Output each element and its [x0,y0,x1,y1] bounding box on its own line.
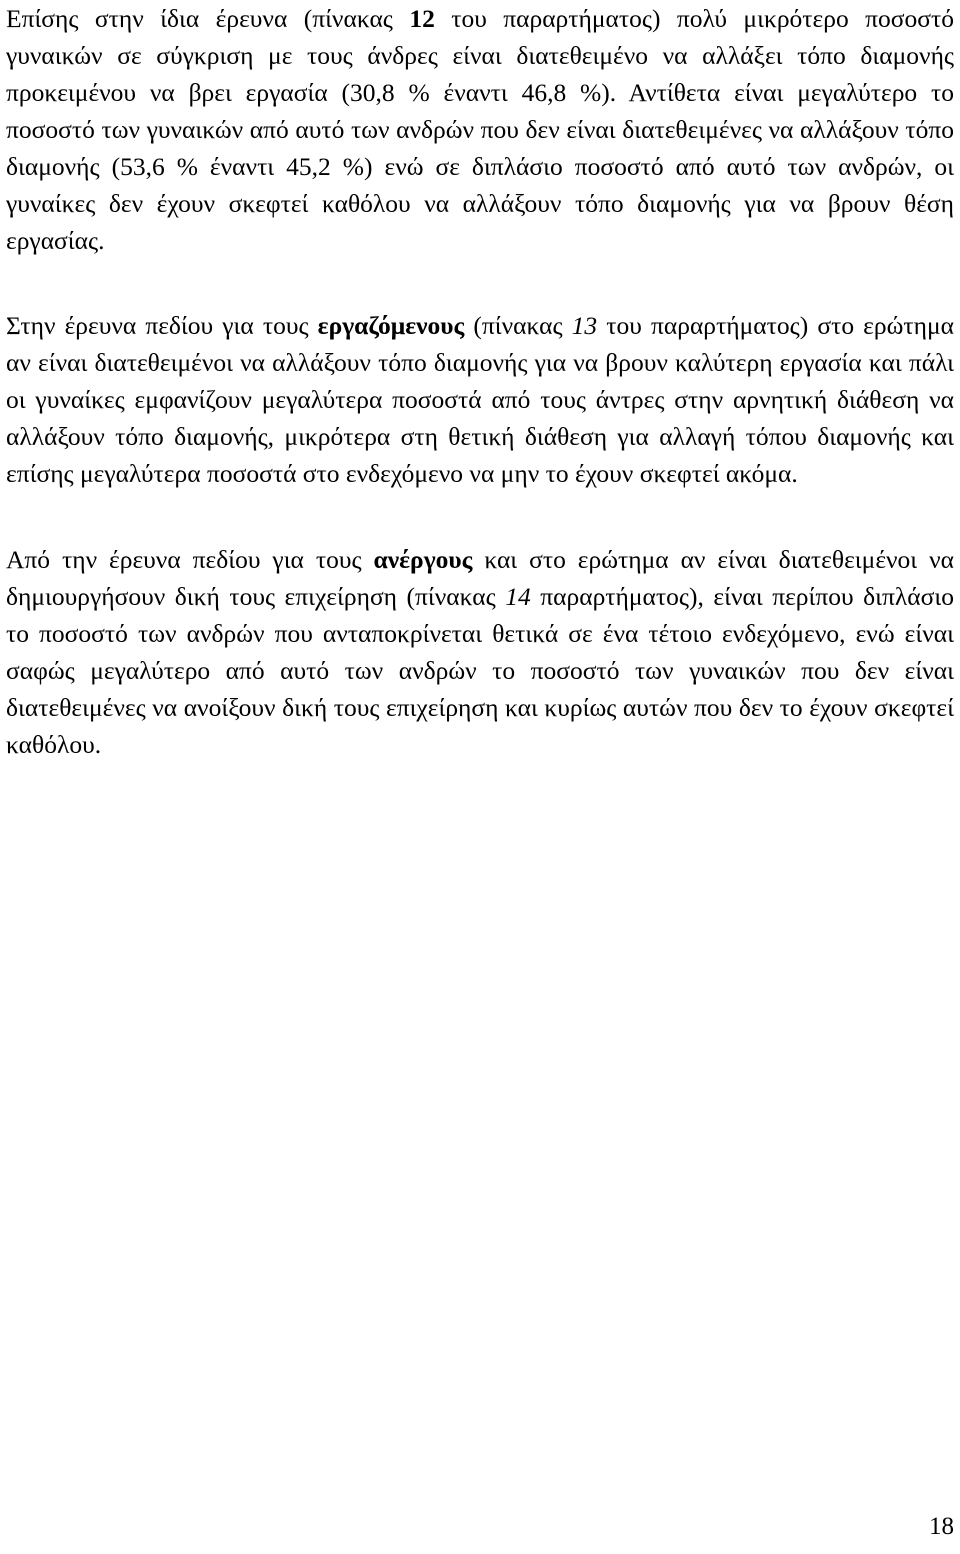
table-number-12: 12 [409,4,435,33]
table-number-13: 13 [571,311,598,340]
paragraph-2 [6,307,954,492]
keyword-unemployed: ανέργους [373,545,473,574]
paragraph-3 [6,541,954,763]
paragraph-3-text-2: και στο ερώτημα αν είναι διατεθειμένοι να δημιουργήσουν δική τους επιχείρηση (πίνακας [6,545,955,611]
paragraph-2-text-3: του παραρτήματος) στο ερώτημα αν είναι διατεθειμένοι να αλλάξουν τόπο διαμονής για να βρουν καλύτερη εργασία και πάλι οι γυναίκες εμφανίζουν μεγαλύτερα ποσοστά από τους άντρες στην αρνητική διάθεση να αλλάξουν τόπο διαμονής, μικρότερα στη θετική διάθεση για αλλαγή τόπου διαμονής και επίσης μεγαλύτερα ποσοστά στο ενδεχόμενο να μην το έχουν σκεφτεί ακόμα. [6,311,954,488]
paragraph-1-text-1: Επίσης στην ίδια έρευνα (πίνακας [6,4,410,33]
paragraph-1 [6,0,954,259]
paragraph-1-text-2: του παραρτήματος) πολύ μικρότερο ποσοστό γυναικών σε σύγκριση με τους άνδρες είναι διατεθειμένο να αλλάξει τόπο διαμονής προκειμένου να βρει εργασία (30,8 % έναντι 46,8 %). Αντίθετα είναι μεγαλύτερο το ποσοστό των γυναικών από αυτό των ανδρών που δεν είναι διατεθειμένες να αλλάξουν τόπο διαμονής (53,6 % έναντι 45,2 %) ενώ σε διπλάσιο ποσοστό από αυτό των ανδρών, οι γυναίκες δεν έχουν σκεφτεί καθόλου να αλλάξουν τόπο διαμονής για να βρουν θέση εργασίας. [6,4,954,255]
keyword-employed: εργαζόμενους [317,311,465,340]
page-number: 18 [929,1513,954,1540]
paragraph-2-text-1: Στην έρευνα πεδίου για τους [6,311,318,340]
table-number-14: 14 [505,582,531,611]
paragraph-3-text-1: Από την έρευνα πεδίου για τους [6,545,374,574]
paragraph-2-text-2: (πίνακας [464,311,572,340]
paragraph-3-text-3: παραρτήματος), είναι περίπου διπλάσιο το ποσοστό των ανδρών που ανταποκρίνεται θετικά σε ένα τέτοιο ενδεχόμενο, ενώ είναι σαφώς μεγαλύτερο από αυτό των ανδρών το ποσοστό των γυναικών που δεν είναι διατεθειμένες να ανοίξουν δική τους επιχείρηση και κυρίως αυτών που δεν το έχουν σκεφτεί καθόλου. [6,582,954,759]
document-page [6,0,954,763]
